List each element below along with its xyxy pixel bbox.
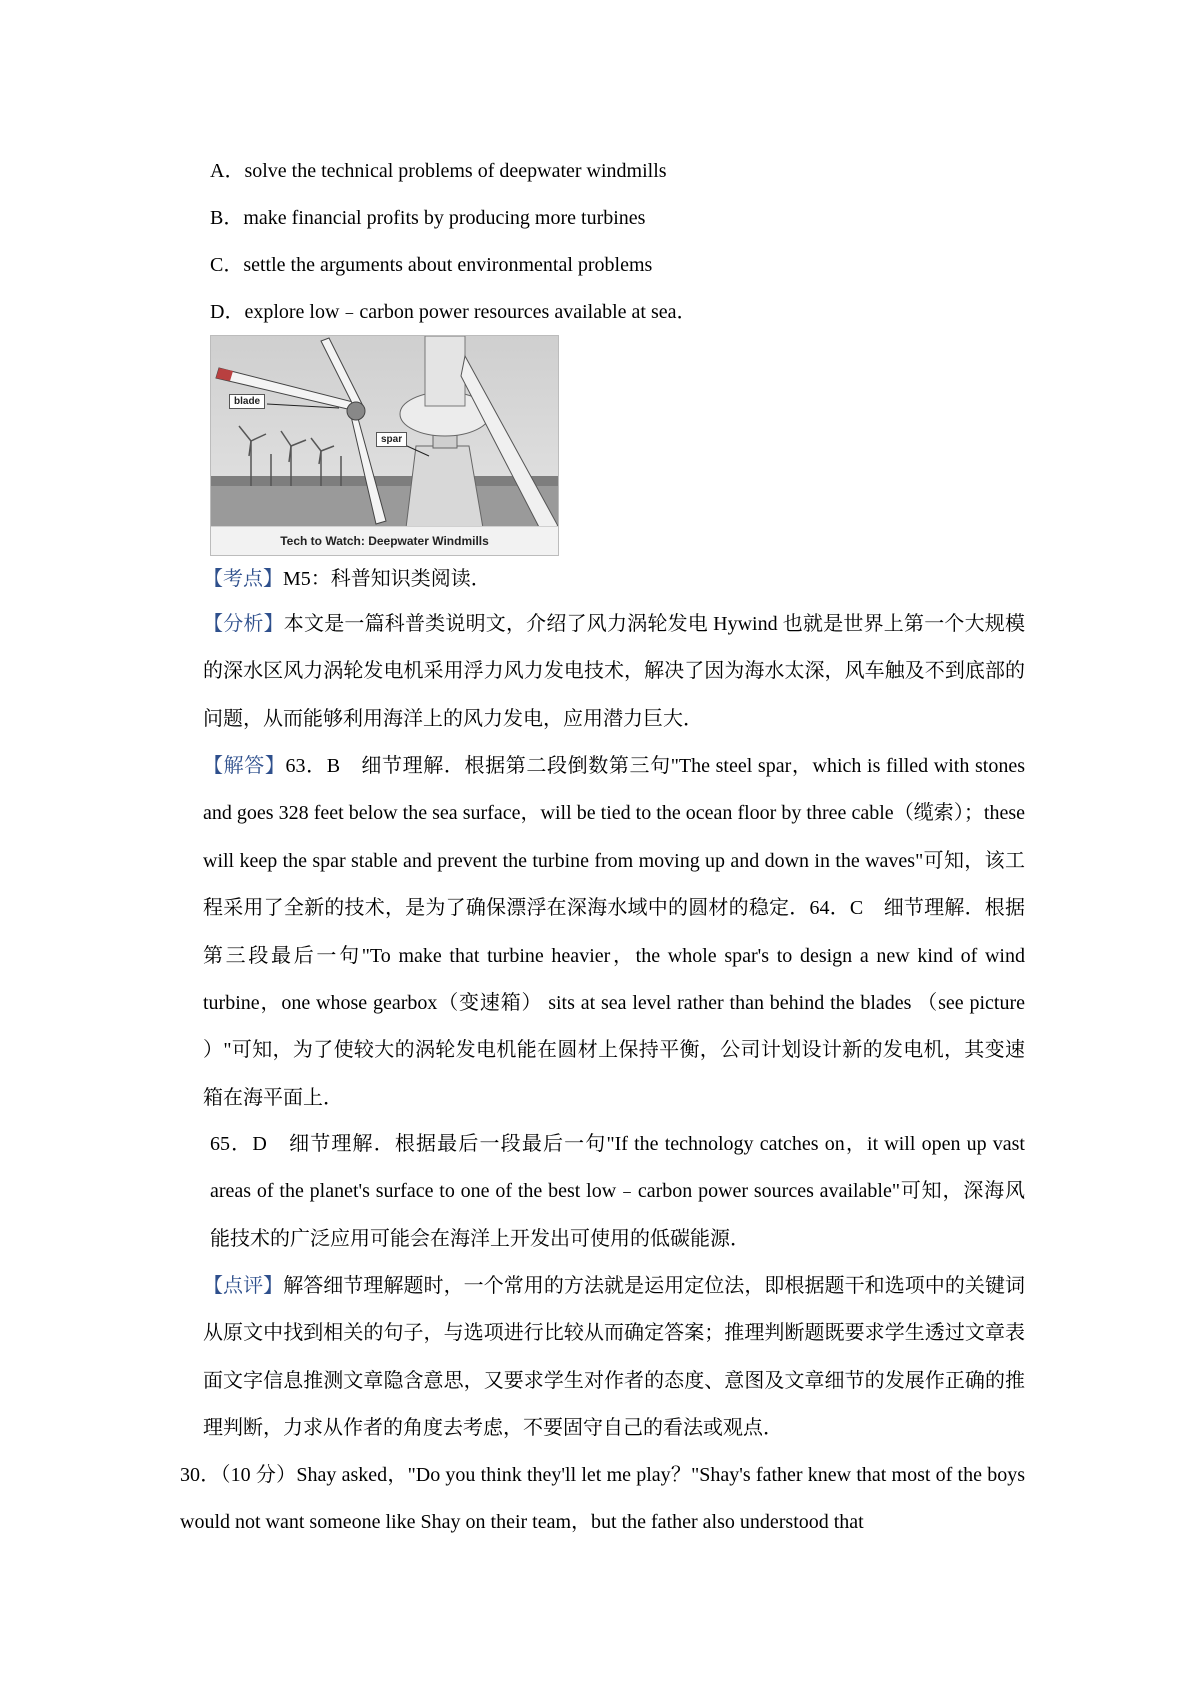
- answer-65-paragraph: 65．D 细节理解．根据最后一段最后一句"If the technology catches on，it will open up vast areas of the planet's surface to one of the best low﹣carbon power sources available"可知，深海风能技术的广泛应用可能会在海洋上开发出可使用的低碳能源．: [210, 1133, 1025, 1250]
- question-30-paragraph: 30．（10 分）Shay asked，"Do you think they'll let me play？"Shay's father knew that most of the boys would not want someone like Shay on their team，but the father also understood that: [180, 1464, 1025, 1534]
- jieda-paragraph: [203, 743, 1025, 1122]
- blade-label: blade: [229, 394, 265, 409]
- jieda-text: 63．B 细节理解．根据第二段倒数第三句"The steel spar，which is filled with stones and goes 328 feet below the sea surface，will be tied to the ocean floor by three cable（缆索）；these will keep the spar stable and prevent the turbine from moving up and down in the waves"可知，该工程采用了全新的技术，是为了确保漂浮在深海水域中的圆材的稳定．64．C 细节理解．根据第三段最后一句"To make that turbine heavier，the whole spar's to design a new kind of wind turbine，one whose gearbox（变速箱） sits at sea level rather than behind the blades （see picture ）"可知，为了使较大的涡轮发电机能在圆材上保持平衡，公司计划设计新的发电机，其变速箱在海平面上．: [203, 755, 1025, 1109]
- jieda-label: 【解答】: [203, 755, 286, 777]
- option-a: [210, 157, 667, 185]
- windmill-figure: [210, 335, 559, 556]
- option-c: [210, 251, 652, 279]
- fenxi-text: 本文是一篇科普类说明文，介绍了风力涡轮发电 Hywind 也就是世界上第一个大规模的深水区风力涡轮发电机采用浮力风力发电技术，解决了因为海水太深，风车触及不到底部的问题，从而能够利用海洋上的风力发电，应用潜力巨大．: [203, 613, 1025, 730]
- option-a-letter: A．: [210, 160, 245, 182]
- fenxi-label: 【分析】: [203, 613, 284, 635]
- option-c-letter: C．: [210, 254, 244, 276]
- option-a-text: solve the technical problems of deepwater windmills: [244, 160, 667, 182]
- spar-label: spar: [376, 432, 407, 447]
- option-d-letter: D．: [210, 301, 245, 323]
- kaodian-text: M5：科普知识类阅读．: [283, 568, 491, 590]
- option-d: [210, 298, 696, 326]
- option-b-text: make financial profits by producing more turbines: [243, 207, 646, 229]
- dianping-text: 解答细节理解题时，一个常用的方法就是运用定位法，即根据题干和选项中的关键词从原文中找到相关的句子，与选项进行比较从而确定答案；推理判断题既要求学生透过文章表面文字信息推测文章隐含意思，又要求学生对作者的态度、意图及文章细节的发展作正确的推理判断，力求从作者的角度去考虑，不要固守自己的看法或观点．: [203, 1275, 1026, 1440]
- option-b-letter: B．: [210, 207, 244, 229]
- fenxi-paragraph: [203, 601, 1025, 743]
- kaodian: [203, 565, 491, 593]
- dianping-paragraph: [203, 1263, 1025, 1453]
- option-d-text: explore low﹣carbon power resources available at sea．: [244, 301, 697, 323]
- option-b: [210, 204, 645, 232]
- dianping-label: 【点评】: [203, 1275, 284, 1297]
- figure-caption: Tech to Watch: Deepwater Windmills: [211, 526, 558, 555]
- option-c-text: settle the arguments about environmental problems: [243, 254, 653, 276]
- kaodian-label: 【考点】: [203, 568, 283, 590]
